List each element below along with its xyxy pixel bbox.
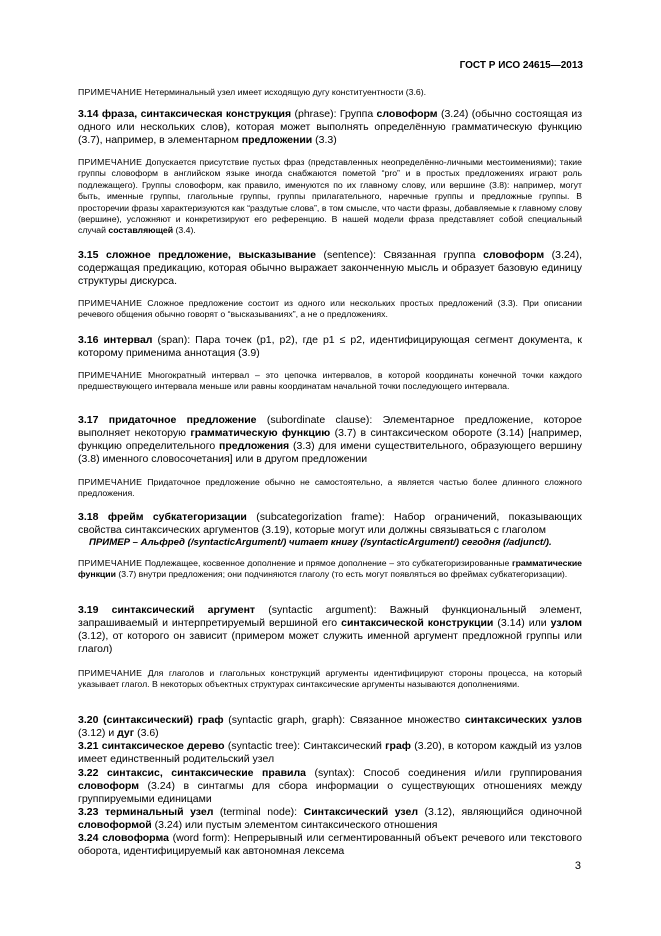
term-title: интервал: [103, 334, 153, 346]
note-label: ПРИМЕЧАНИЕ: [78, 477, 143, 487]
term-title: синтаксический аргумент: [111, 604, 256, 616]
term-number: 3.24: [78, 832, 99, 844]
note-3-19: ПРИМЕЧАНИЕ Для глаголов и глагольных конструкций аргументы идентифицируют стороны процесса, на который указывает глагол. В некоторых объектных структурах синтаксические аргументы называются дополнениями.: [78, 668, 582, 690]
note-3-16: ПРИМЕЧАНИЕ Многократный интервал – это цепочка интервалов, в которой координаты конечной точки каждого предшествующего интервала меньше или равны координатам начальной точки последующего интервала.: [78, 370, 582, 392]
note-label: ПРИМЕЧАНИЕ: [78, 298, 143, 308]
term-title: фрейм субкатегоризации: [107, 511, 247, 523]
term-number: 3.22: [78, 767, 99, 779]
term-3-22: 3.22 синтаксис, синтаксические правила (syntax): Способ соединения и/или группирования словоформ (3.24) в синтагмы для сбора информации о существующих отношениях между группируемыми единицами: [78, 767, 583, 805]
term-title: синтаксическое дерево: [101, 740, 225, 752]
term-number: 3.21: [78, 740, 99, 752]
term-title: терминальный узел: [104, 806, 214, 818]
term-number: 3.20: [78, 714, 99, 726]
term-title: синтаксис, синтаксические правила: [106, 767, 307, 779]
term-number: 3.19: [78, 604, 99, 616]
term-number: 3.14: [78, 108, 99, 120]
term-title: словоформа: [102, 832, 169, 844]
term-number: 3.15: [78, 249, 99, 261]
note-nonterminal: [78, 87, 582, 98]
term-number: 3.23: [78, 806, 99, 818]
term-number: 3.16: [78, 334, 99, 346]
note-label: ПРИМЕЧАНИЕ: [78, 370, 143, 380]
term-3-20: 3.20 (синтаксический) граф (syntactic graph, graph): Связанное множество синтаксических узлов (3.12) и дуг (3.6): [78, 714, 583, 739]
term-example: ПРИМЕР – Альфред (/syntacticArgument/) читает книгу (/syntacticArgument/) сегодня (/adjunct/).: [89, 537, 552, 548]
note-label: ПРИМЕЧАНИЕ: [78, 558, 143, 568]
term-3-14: 3.14 фраза, синтаксическая конструкция (phrase): Группа словоформ (3.24) (обычно состоящая из одного или нескольких слов), которая может выполнять определённую грамматическую функцию (3.7), например, в элементарном предложении (3.3): [78, 108, 583, 146]
term-title: фраза, синтаксическая конструкция: [101, 108, 292, 120]
note-label: ПРИМЕЧАНИЕ: [78, 87, 143, 97]
note-3-18: ПРИМЕЧАНИЕ Подлежащее, косвенное дополнение и прямое дополнение – это субкатегоризированные грамматические функции (3.7) внутри предложения; они подчиняются глаголу (то есть могут появляться во фреймах субкатегоризации).: [78, 558, 582, 580]
note-label: ПРИМЕЧАНИЕ: [78, 157, 143, 167]
note-3-14: ПРИМЕЧАНИЕ Допускается присутствие пустых фраз (представленных неопределённо-личными местоимениями); такие группы словоформ в английском языке иногда снабжаются пометой “pro” и в простых предложениях играют роль подлежащего). Группы словоформ, как правило, именуются по их главному слову, или вершине (3.8): например, могут быть, именные группы, глагольные группы, группы прилагательного, наречные группы и предложные группы. В просторечии фразы характеризуются как “раздутые слова”, в том смысле, что части фразы, добавляемые к главному слову (вершине), усложняют и конкретизируют его референцию. В нашей модели фраза представляет собой специальный случай составляющей (3.4).: [78, 157, 582, 236]
term-3-18: 3.18 фрейм субкатегоризации (subcategorization frame): Набор ограничений, показывающих свойства синтаксических аргументов (3.19), которые могут или должны связываться с глаголом ПРИМЕР – Альфред (/syntacticArgument/) читает книгу (/syntacticArgument/) сегодня (/adjunct/).: [78, 511, 583, 548]
term-number: 3.17: [78, 414, 99, 426]
note-3-15: ПРИМЕЧАНИЕ Сложное предложение состоит из одного или нескольких простых предложений (3.3). При описании речевого общения обычно говорят о “высказываниях”, а не о предложениях.: [78, 298, 582, 320]
note-label: ПРИМЕЧАНИЕ: [78, 668, 143, 678]
term-number: 3.18: [78, 511, 99, 523]
term-3-15: 3.15 сложное предложение, высказывание (sentence): Связанная группа словоформ (3.24), содержащая предикацию, которая обычно выражает законченную мысль и образует базовую единицу структуры дискурса.: [78, 249, 582, 287]
page-number: 3: [574, 860, 581, 872]
document-header: ГОСТ Р ИСО 24615—2013: [459, 60, 583, 71]
term-title: придаточное предложение: [108, 414, 257, 426]
term-3-21: 3.21 синтаксическое дерево (syntactic tree): Синтаксический граф (3.20), в котором каждый из узлов имеет единственный родительский узел: [78, 740, 582, 765]
term-3-16: 3.16 интервал (span): Пара точек (p1, p2), где p1 ≤ p2, идентифицирующая сегмент документа, к которому применима аннотация (3.9): [78, 334, 583, 359]
note-text: Нетерминальный узел имеет исходящую дугу конституентности (3.6).: [144, 87, 427, 97]
note-3-17: ПРИМЕЧАНИЕ Придаточное предложение обычно не самостоятельно, а является частью более длинного сложного предложения.: [78, 477, 582, 499]
term-title: сложное предложение, высказывание: [105, 249, 316, 261]
term-3-19: 3.19 синтаксический аргумент (syntactic argument): Важный функциональный элемент, запрашиваемый и интерпретируемый вершиной его синтаксической конструкции (3.14) или узлом (3.12), от которого он зависит (примером может служить именной аргумент предложной группы или глагол): [78, 604, 582, 655]
term-title: (синтаксический) граф: [103, 714, 224, 726]
term-3-17: 3.17 придаточное предложение (subordinate clause): Элементарное предложение, которое выполняет некоторую грамматическую функцию (3.7) в синтаксическом обороте (3.14) [например, функцию определительного предложения (3.3) для имени существительного, образующего вершину (3.8) именного словосочетания] или в другом предложении: [78, 414, 582, 465]
term-3-23: 3.23 терминальный узел (terminal node): Синтаксический узел (3.12), являющийся одиночной словоформой (3.24) или пустым элементом синтаксического отношения: [78, 806, 582, 831]
term-3-24: 3.24 словоформа (word form): Непрерывный или сегментированный объект речевого или текстового оборота, идентифицируемый как автономная лексема: [78, 832, 582, 857]
